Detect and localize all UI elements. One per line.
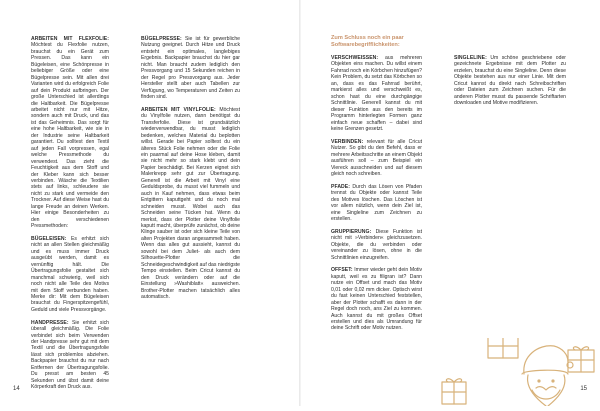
term-description: Um schöne geschriebene oder gezeichnete Ergebnisse mit dem Plotter zu erzielen, brauchst du eine Singleline. Denn diese Objekte bestehen aus nur einer Linie. Mit dem Cricut kannst du direkt nach Schreibschriften oder Dateien zum Zeichnen suchen. Für die anderen Plotter musst du passende Schriftarten downloaden und Motive modifizieren. <box>454 55 566 107</box>
term-label: PFADE: <box>331 183 350 190</box>
term-description: aus mehreren Objekten eins machen. Du willst einem Fahrrad noch ein Körbchen hinzufügen? Kein Problem, du setzt das Körbchen so an, dass es das Fahrrad berührt, markierst alles und verschweißt es, schon hast du eine durchgängige Schnittlinie. Generell kannst du mit dieser Funktion aus den bereits im Programm hinterlegten Formen ganz einfach neue schaffen – dabei sind keine Grenzen gesetzt. <box>331 55 422 132</box>
definition-paragraph <box>31 320 109 391</box>
term-label: SINGLELINE: <box>454 55 487 61</box>
term-label: BÜGELEISEN: <box>31 235 67 242</box>
definition-paragraph <box>454 55 566 107</box>
left-column-2 <box>141 36 240 307</box>
term-description: Durch das Lösen von Pfaden trennst du Objekte oder kannst Teile des Motives löschen. Das Löschen ist vor allem nützlich, wenn dein Ziel ist, eine Singleline zum Zeichnen zu erstellen. <box>331 183 422 223</box>
term-label: VERBINDEN: <box>331 138 364 145</box>
term-label: GRUPPIERUNG: <box>331 228 372 235</box>
gift-icon <box>488 338 518 358</box>
term-description: Es erhitzt sich nicht an allen Stellen gleichmäßig und es muss immer Druck ausgeübt werden, damit es vernünftig hält. Die Übertragungsfolie gestaltet sich manchmal schwierig, weil sich noch nicht alle Teile des Motivs mit dem Stoff verbunden haben. Merke dir: Mit dem Bügeleisen brauchst du Fingerspitzengefühl, Geduld und viele Pressvorgänge. <box>31 235 109 313</box>
definition-paragraph <box>31 36 109 230</box>
term-label: OFFSET: <box>331 267 353 274</box>
term-description: Möchtest du Flexfolie nutzen, brauchst du ein Gerät zum Pressen. Das kann ein Bügeleisen, eine Schönpresse in beliebiger Größe oder eine Bügelpresse sein. Mit allen drei Varianten wird du erfolgreich Folie auf dein Produkt aufbringen. Der große Unterschied ist allerdings die Haltbarkeit. Die Bügelpresse arbeitet nicht nur mit Hitze, sondern auch mit Druck, und das ist das Geheimnis. Das sorgt für eine hohe Haltbarkeit, wie sie in der Industrie seine Haltbarkeit garantiert. Du solltest den Textil auf jeden Fall vorpressen, egal welche Pressmethode du verwendest. Das zieht die Feuchtigkeit aus dem Stoff und der Kleber kann sich besser verbinden. Wäsche die Textilien stets auf links, schleudere sie nicht zu stark und vermeide den Trockner. Auf diese Weise hast du lange Freude an deinen Werken. Hier einige Besonderheiten zu den verschiedenen Pressmethoden: <box>31 42 109 230</box>
definition-paragraph <box>331 184 422 223</box>
definition-paragraph <box>331 139 422 178</box>
right-column-1 <box>331 55 422 338</box>
definition-paragraph <box>331 55 422 132</box>
page-number-left: 14 <box>13 386 20 392</box>
definition-paragraph <box>141 107 240 301</box>
term-label: ARBEITEN MIT FLEXFOLIE: <box>31 36 109 42</box>
definition-paragraph <box>331 229 422 261</box>
gift-icon <box>568 347 594 372</box>
term-label: ARBEITEN MIT VINYLFOLIE: <box>141 106 216 113</box>
term-label: HANDPRESSE: <box>31 319 69 326</box>
term-description: Diese Funktion ist nicht mit »Verbinden« gleichzusetzen. Objekte, die du verbinden oder vereinander zu lösen, ohne in die Schnittlinien einzugreifen. <box>331 228 422 261</box>
term-description: Immer wieder geht dein Motiv kaputt, weil es zu filigran ist? Dann nutze ein Offset und mach das Motiv 0,01 oder 0,02 mm dicker. Optisch wirst du fast keinen Unterschied feststellen, aber der Plotter schafft es dann in der Regel doch noch, ans Ziel zu kommen. Auch kannst du mit großes Offset erstellen und dies als Umrandung für deine Schrift oder Motiv nutzen. <box>331 267 422 332</box>
gift-icon <box>442 379 466 404</box>
term-description: Sie ist für gewerbliche Nutzung geeignet. Durch Hitze und Druck entsteht ein optimales, langlebiges Ergebnis. Backpapier brauchst du hier gar nicht. Man braucht zudem lediglich den Pressvorgang und 15 Sekunden reichen in der Regel pro Pressvorgang aus. Jeder Hersteller stellt aber auch Tabellen zur Verfügung, wo Temperaturen und Zeiten zu finden sind. <box>141 36 240 101</box>
santa-and-gifts-icon <box>436 338 600 406</box>
term-description: Sie erhitzt sich überall gleichmäßig. Die Folie verbindet sich beim Verwenden der Handpresse sehr gut mit dem Textil und die Übertragungsfolie lässt sich problemlos abziehen. Backpapier brauchst du nur nach Entfernen der Übertragungsfolie. Du presst am besten 45 Sekunden und übst damit deine Körperkraft den Druck aus. <box>31 319 109 391</box>
christmas-decoration <box>436 338 600 406</box>
section-title: Zum Schluss noch ein paar Softwarebegrifflichkeiten: <box>331 35 404 48</box>
definition-paragraph <box>31 236 109 313</box>
term-label: VERSCHWEISSEN: <box>331 55 379 61</box>
right-column-2 <box>454 55 566 113</box>
term-description: relevant für alle Cricut Nutzer. So gibt du den Befehl, dass er mehrere Arbeitsschritte an einem Objekt ausführen soll – zum Beispiel ein Viereck ausschneiden und auf diesem gleich noch schreiben. <box>331 138 422 177</box>
santa-icon <box>522 346 573 406</box>
definition-paragraph <box>141 36 240 101</box>
term-description: Möchtest du Vinylfolie nutzen, dann benötigst du Transferfolie. Diese ist grundsätzlich wiederverwendbar, du musst lediglich bedenken, welches Material du beplotten willst. Gerade bei Papier solltest du ein älteres Stück Folie nehmen oder die Folie ein paarmal auf deine Hose kleben, damit sie nicht mehr so stark klebt und dein Papier beschädigt. Bei Kerzen eignet sich Malerkrepp sehr gut zur Übertragung. Generell ist die Arbeit mit Vinyl eine Geduldsprobe, du musst viel fummeln und auch in Kauf nehmen, dass etwas beim Entgittern kaputtgeht und du noch mal schneiden musst. Wobei auch das Schneiden seine Tücken hat. Wenn du merkst, dass der Plotter deine Vinylfolie kaputt macht, überprüfe zunächst, ob deine Klinge sauber ist oder sich kleine Teile von alten Projekten daran angesammelt haben. Wenn das alles gut aussieht, kannst du sowohl bei dem Juliet- als auch dem Silhouette-Plotter die Schneidegeschwindigkeit auf das niedrigste Tempo einstellen. Beim Cricut kannst du den Druck verändern oder auf die Einstellung »Washiblatt« ausweichen. Brother-Plotter machen tatsächlich alles automatisch. <box>141 106 240 300</box>
page-number-right: 15 <box>580 386 587 392</box>
term-label: BÜGELPRESSE: <box>141 36 182 42</box>
left-column-1 <box>31 36 109 397</box>
page-gutter <box>299 0 301 406</box>
definition-paragraph <box>331 267 422 332</box>
